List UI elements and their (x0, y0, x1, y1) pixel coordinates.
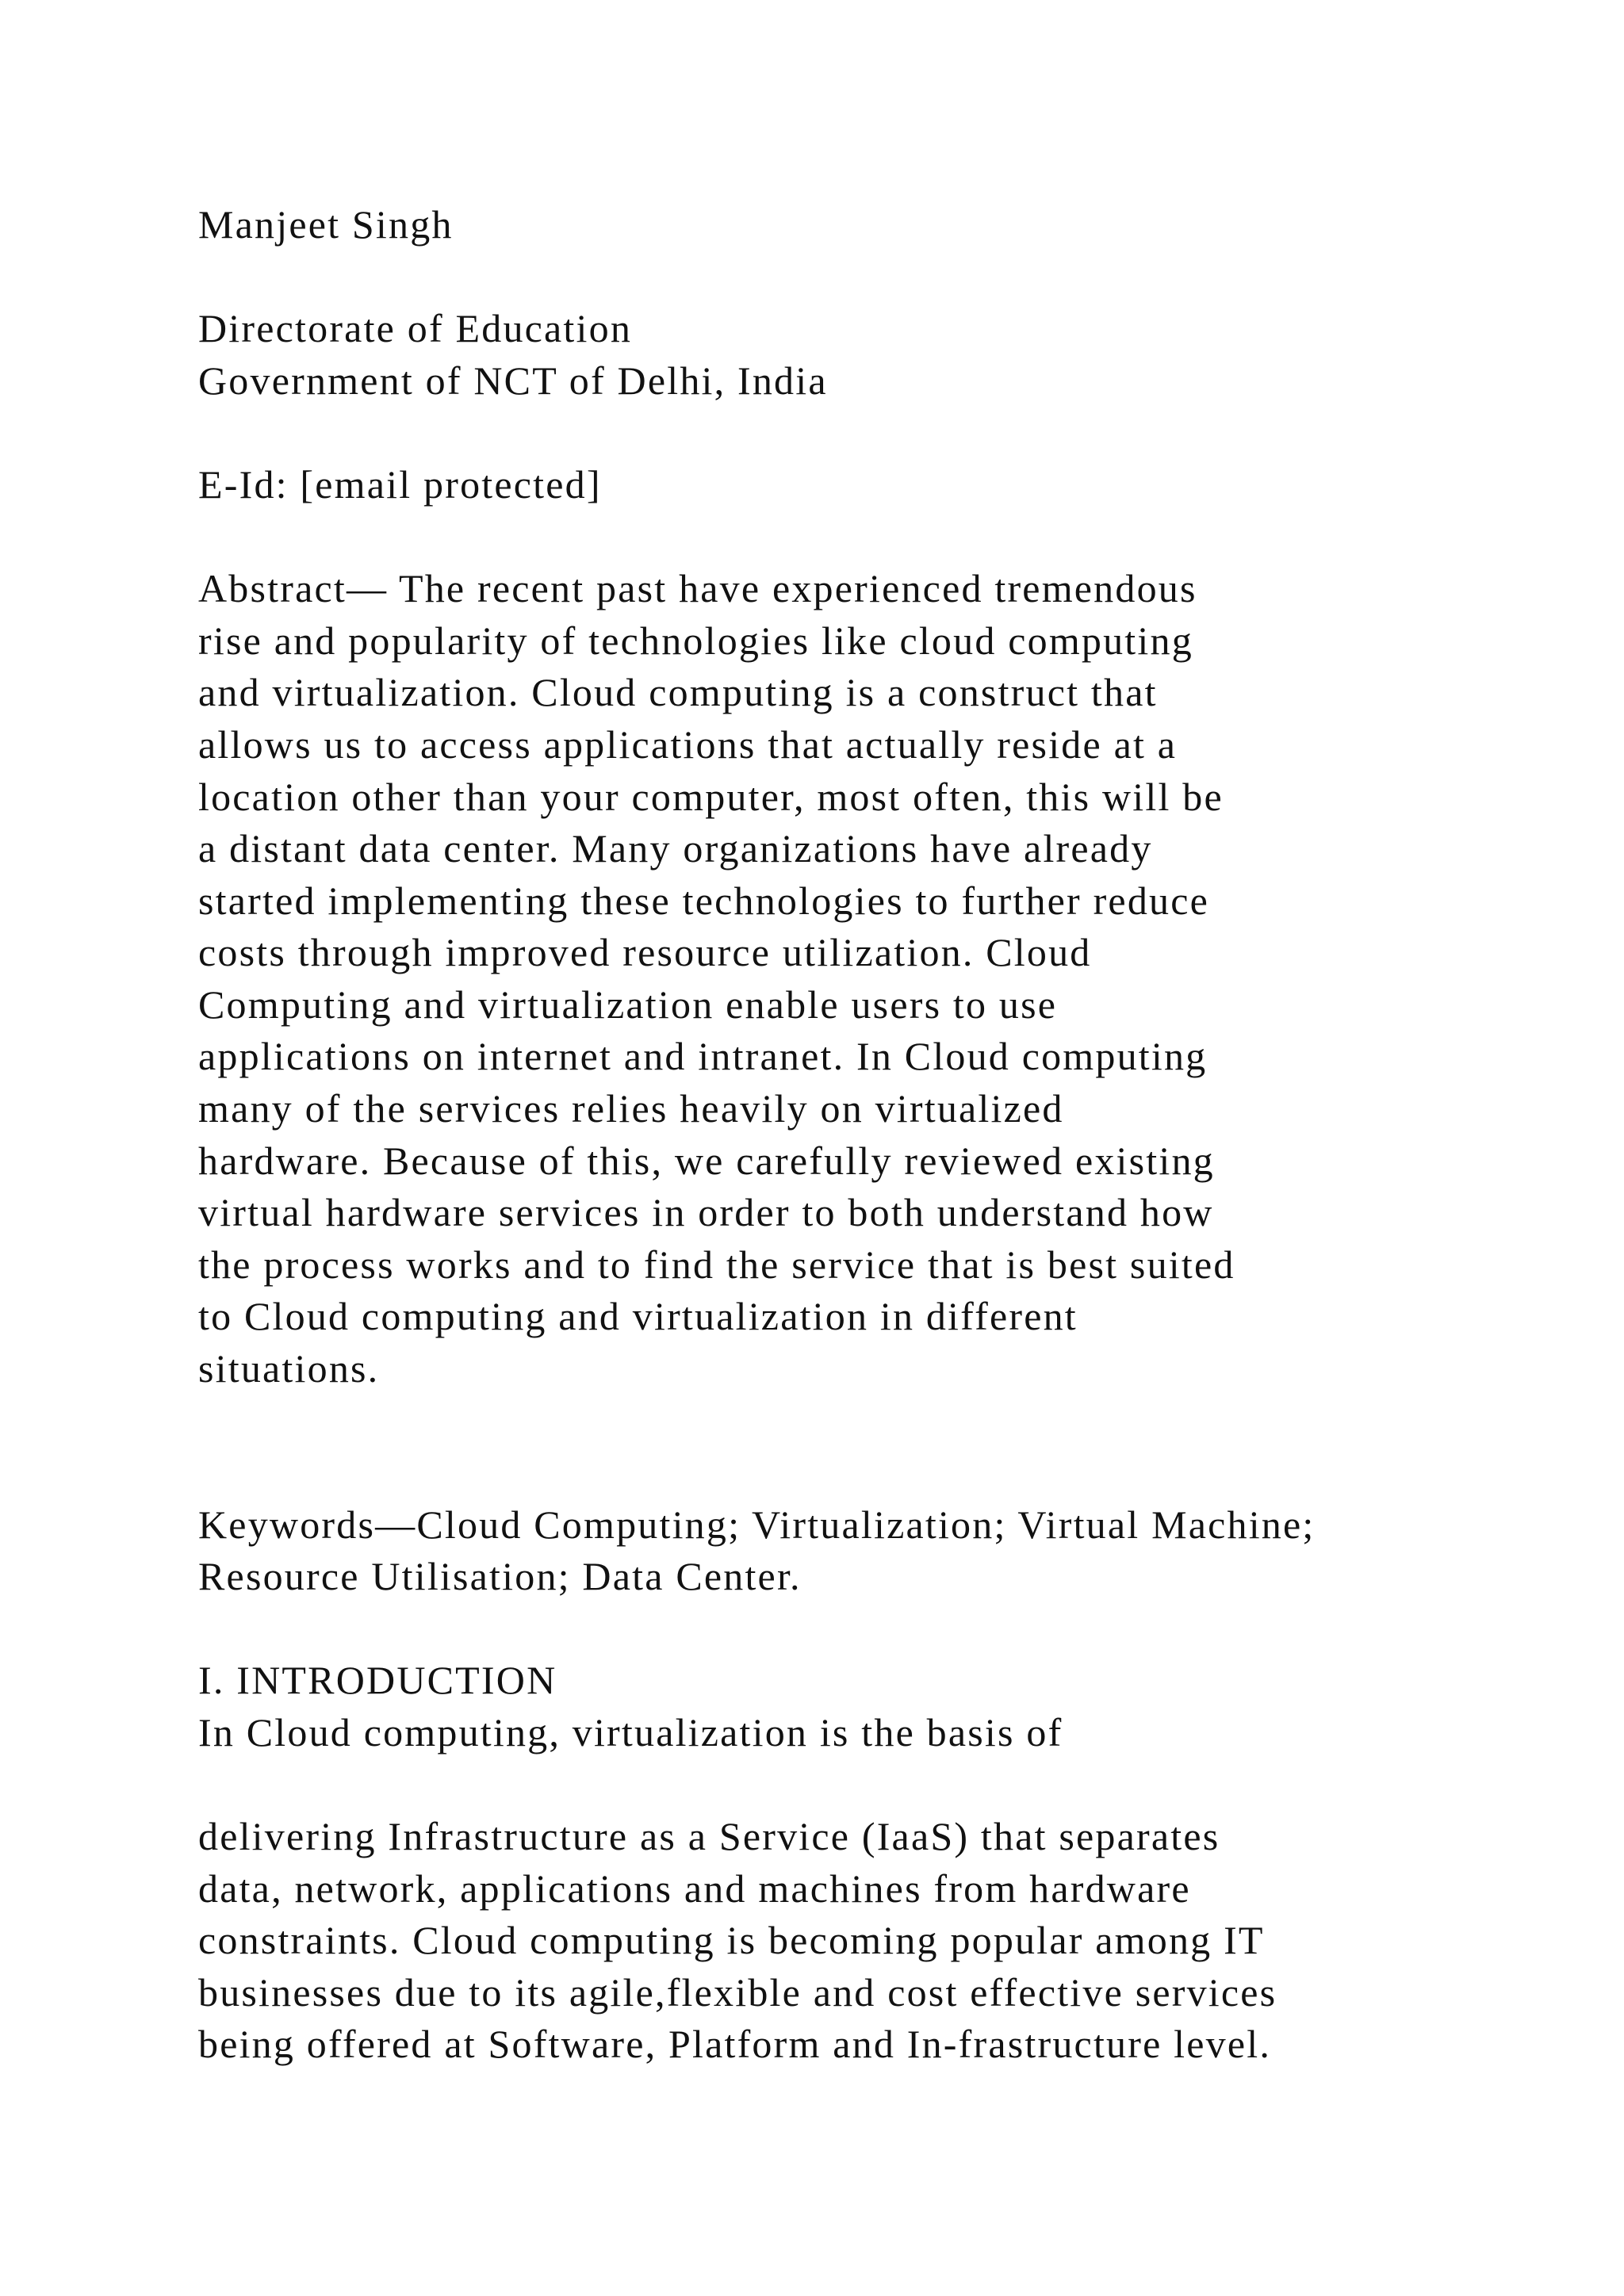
abstract-line: the process works and to find the service that is best suited (198, 1242, 1235, 1287)
abstract-line: costs through improved resource utilization. Cloud (198, 930, 1092, 974)
intro-line: businesses due to its agile,flexible and cost effective services (198, 1970, 1277, 2015)
abstract-line: hardware. Because of this, we carefully reviewed existing (198, 1138, 1215, 1183)
abstract-line: rise and popularity of technologies like cloud computing (198, 618, 1193, 663)
section-heading: I. INTRODUCTION (198, 1658, 557, 1702)
affiliation-line: Directorate of Education (198, 306, 633, 350)
intro-line: data, network, applications and machines from hardware (198, 1866, 1191, 1911)
abstract-line: location other than your computer, most often, this will be (198, 775, 1224, 819)
abstract-line: and virtualization. Cloud computing is a construct that (198, 670, 1158, 714)
author-name: Manjeet Singh (198, 202, 454, 247)
abstract-line: a distant data center. Many organizations have already (198, 826, 1153, 871)
intro-line: being offered at Software, Platform and In-frastructure level. (198, 2022, 1272, 2066)
abstract-line: situations. (198, 1346, 380, 1391)
abstract-line: allows us to access applications that actually reside at a (198, 722, 1178, 767)
intro-line: delivering Infrastructure as a Service (IaaS) that separates (198, 1814, 1220, 1858)
abstract-line: started implementing these technologies to further reduce (198, 878, 1210, 923)
intro-line: constraints. Cloud computing is becoming popular among IT (198, 1918, 1265, 1962)
intro-line: In Cloud computing, virtualization is the basis of (198, 1710, 1063, 1755)
keywords-line: Resource Utilisation; Data Center. (198, 1554, 802, 1598)
abstract-line: applications on internet and intranet. In Cloud computing (198, 1034, 1208, 1078)
email-line: E-Id: [email protected] (198, 462, 602, 507)
keywords-line: Keywords—Cloud Computing; Virtualization; Virtual Machine; (198, 1502, 1316, 1547)
affiliation-line: Government of NCT of Delhi, India (198, 358, 828, 403)
abstract-line: Abstract— The recent past have experienced tremendous (198, 566, 1197, 610)
abstract-line: Computing and virtualization enable users to use (198, 982, 1058, 1027)
abstract-line: virtual hardware services in order to both understand how (198, 1190, 1214, 1234)
abstract-line: to Cloud computing and virtualization in different (198, 1294, 1078, 1338)
abstract-line: many of the services relies heavily on virtualized (198, 1086, 1064, 1131)
